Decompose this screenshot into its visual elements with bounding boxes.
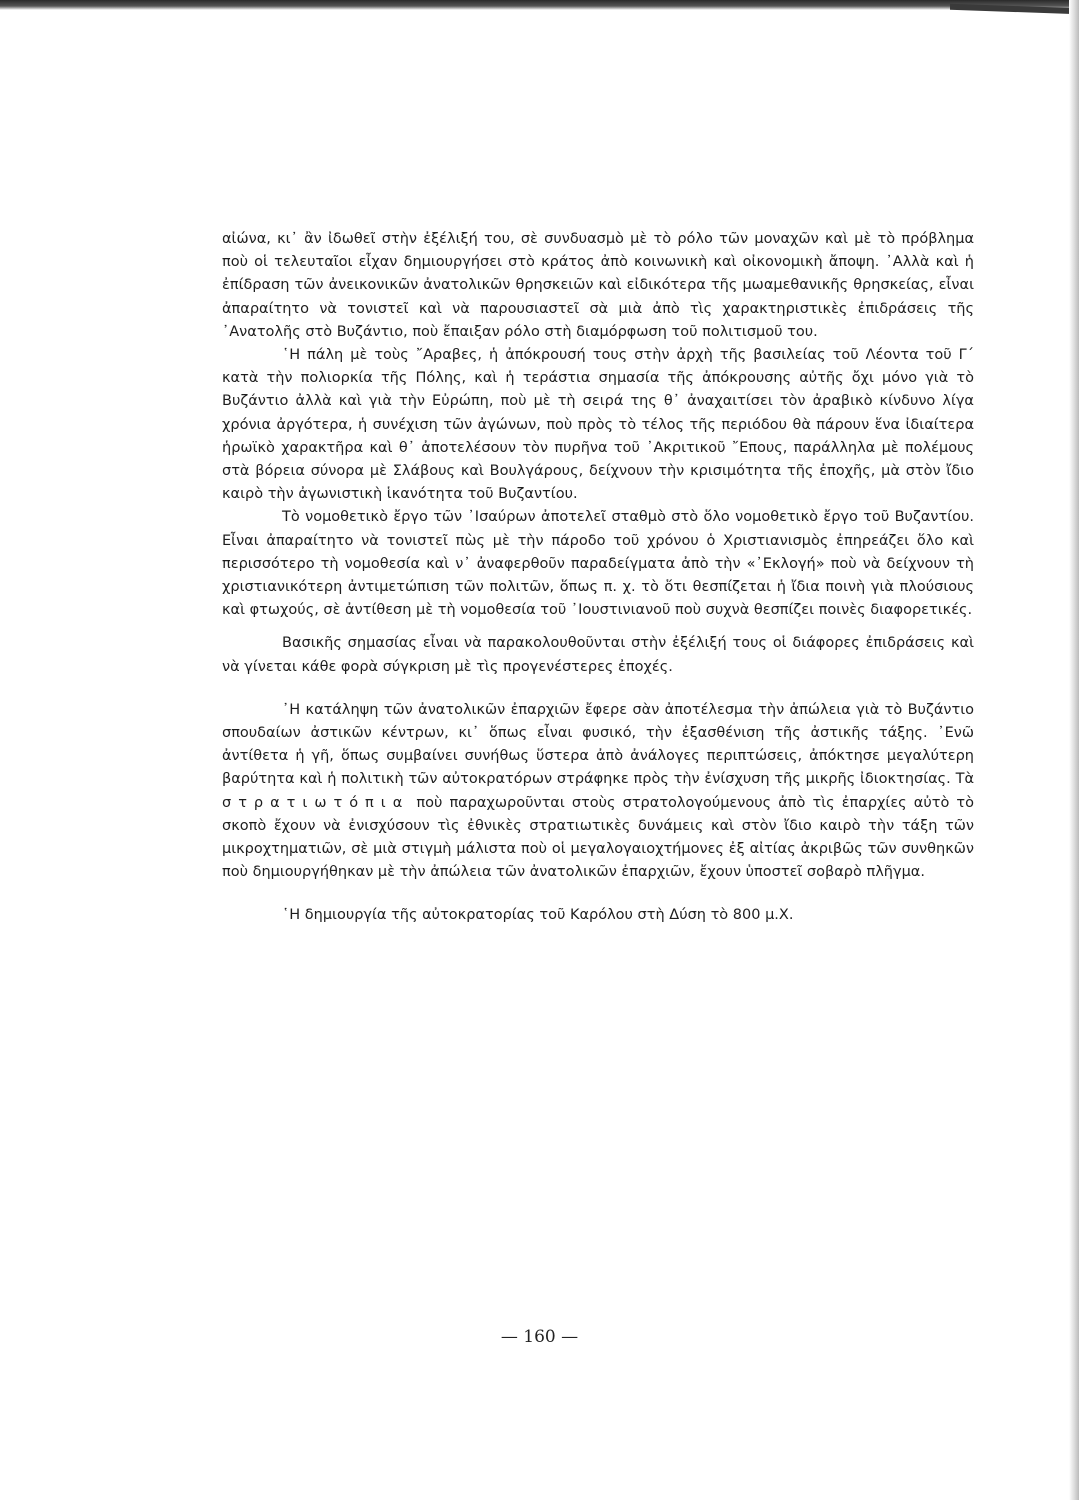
paragraph-5 — [222, 699, 974, 885]
paragraph-5-end: ποὺ παραχωροῦνται στοὺς στρατολογούμενους ἀπὸ τὶς ἐπαρχίες αὐτὸ τὸ σκοπὸ ἔχουν νὰ ἐνισχύσουν τὶς ἐθνικὲς στρατιωτικὲς δυνάμεις καὶ στὸν ἴδιο καιρὸ τὴν τάξη τῶν μικροχτηματιῶν, σὲ μιὰ στιγμὴ μάλιστα ποὺ οἱ μεγαλογαιοχτήμονες ἐξ αἰτίας ἀκριβῶς τῶν συνθηκῶν ποὺ δημιουργήθηκαν μὲ τὴν ἀπώλεια τῶν ἀνατολικῶν ἐπαρχιῶν, ἔχουν ὑποστεῖ σοβαρὸ πλῆγμα. — [222, 794, 975, 881]
paragraph-2: ῾Η πάλη μὲ τοὺς ῎Αραβες, ἡ ἀπόκρουσή τους στὴν ἀρχὴ τῆς βασιλείας τοῦ Λέοντα τοῦ Γ΄ κατὰ τὴν πολιορκία τῆς Πόλης, καὶ ἡ τεράστια σημασία τῆς ἀπόκρουσης αὐτῆς ὄχι μόνο γιὰ τὸ Βυζάντιο ἀλλὰ καὶ γιὰ τὴν Εὐρώπη, ποὺ μὲ τὴ σειρά της θ᾿ ἀναχαιτίσει τὸν ἀραβικὸ κίνδυνο λίγα χρόνια ἀργότερα, ἡ συνέχιση τῶν ἀγώνων, ποὺ πρὸς τὸ τέλος τῆς περιόδου θὰ πάρουν ἕνα ἰδιαίτερα ἡρωϊκὸ χαρακτῆρα καὶ θ᾿ ἀποτελέσουν τὸν πυρῆνα τοῦ ᾿Ακριτικοῦ ῎Επους, παράλληλα μὲ πολέμους στὰ βόρεια σύνορα μὲ Σλάβους καὶ Βουλγάρους, δείχνουν τὴν κρισιμότητα τῆς ἐποχῆς, μὰ στὸν ἴδιο καιρὸ τὴν ἀγωνιστικὴ ἱκανότητα τοῦ Βυζαντίου. — [222, 347, 974, 503]
paragraph-1: αἰώνα, κι᾿ ἂν ἰδωθεῖ στὴν ἐξέλιξή του, σὲ συνδυασμὸ μὲ τὸ ρόλο τῶν μοναχῶν καὶ μὲ τὸ πρόβλημα ποὺ οἱ τελευταῖοι εἶχαν δημιουργήσει στὸ κράτος ἀπὸ κοινωνικὴ καὶ οἰκονομικὴ ἄποψη. ᾿Αλλὰ καὶ ἡ ἐπίδραση τῶν ἀνεικονικῶν ἀνατολικῶν θρησκειῶν καὶ εἰδικότερα τῆς μωαμεθανικῆς θρησκείας, εἶναι ἀπαραίτητο νὰ τονιστεῖ καὶ νὰ παρουσιαστεῖ σὰ μιὰ ἀπὸ τὶς χαρακτηριστικὲς ἐπιδράσεις τῆς ᾿Ανατολῆς στὸ Βυζάντιο, ποὺ ἔπαιξαν ρόλο στὴ διαμόρφωση τοῦ πολιτισμοῦ του. — [222, 231, 974, 340]
emphasized-term: στρατιωτόπια — [222, 794, 410, 811]
paragraph-5-start: ᾿Η κατάληψη τῶν ἀνατολικῶν ἐπαρχιῶν ἔφερε σὰν ἀποτέλεσμα τὴν ἀπώλεια γιὰ τὸ Βυζάντιο σπουδαίων ἀστικῶν κέντρων, κι᾿ ὅπως εἶναι φυσικό, τὴν ἐξασθένιση τῆς ἀστικῆς τάξης. ᾿Ενῶ ἀντίθετα ἡ γῆ, ὅπως συμβαίνει συνήθως ὕστερα ἀπὸ ἀνάλογες περιπτώσεις, ἀπόκτησε μεγαλύτερη βαρύτητα καὶ ἡ πολιτικὴ τῶν αὐτοκρατόρων στράφηκε πρὸς τὴν ἐνίσχυση τῆς μικρῆς ἰδιοκτησίας. Τὰ — [222, 701, 974, 788]
page-number: — 160 — — [500, 1327, 579, 1347]
paragraph-4: Βασικῆς σημασίας εἶναι νὰ παρακολουθοῦνται στὴν ἐξέλιξή τους οἱ διάφορες ἐπιδράσεις καὶ νὰ γίνεται κάθε φορὰ σύγκριση μὲ τὶς προγενέστερες ἐποχές. — [222, 635, 974, 675]
scan-right-edge — [1069, 0, 1079, 1500]
body-text — [222, 228, 974, 928]
scan-top-edge — [0, 0, 1079, 10]
paragraph-3: Τὸ νομοθετικὸ ἔργο τῶν ᾿Ισαύρων ἀποτελεῖ σταθμὸ στὸ ὅλο νομοθετικὸ ἔργο τοῦ Βυζαντίου. Εἶναι ἀπαραίτητο νὰ τονιστεῖ πὼς μὲ τὴν πάροδο τοῦ χρόνου ὁ Χριστιανισμὸς ἐπηρεάζει ὅλο καὶ περισσότερο τὴ νομοθεσία καὶ ν᾿ ἀναφερθοῦν παραδείγματα ἀπὸ τὴν «᾿Εκλογή» ποὺ νὰ δείχνουν τὴ χριστιανικότερη ἀντιμετώπιση τῶν πολιτῶν, ὅπως π. χ. τὸ ὅτι θεσπίζεται ἡ ἴδια ποινὴ γιὰ πλούσιους καὶ φτωχούς, σὲ ἀντίθεση μὲ τὴ νομοθεσία τοῦ ᾿Ιουστινιανοῦ ποὺ συχνὰ θεσπίζει ποινὲς διαφορετικές. — [222, 509, 974, 619]
paragraph-6: ῾Η δημιουργία τῆς αὐτοκρατορίας τοῦ Καρόλου στὴ Δύση τὸ 800 μ.Χ. — [282, 907, 794, 924]
